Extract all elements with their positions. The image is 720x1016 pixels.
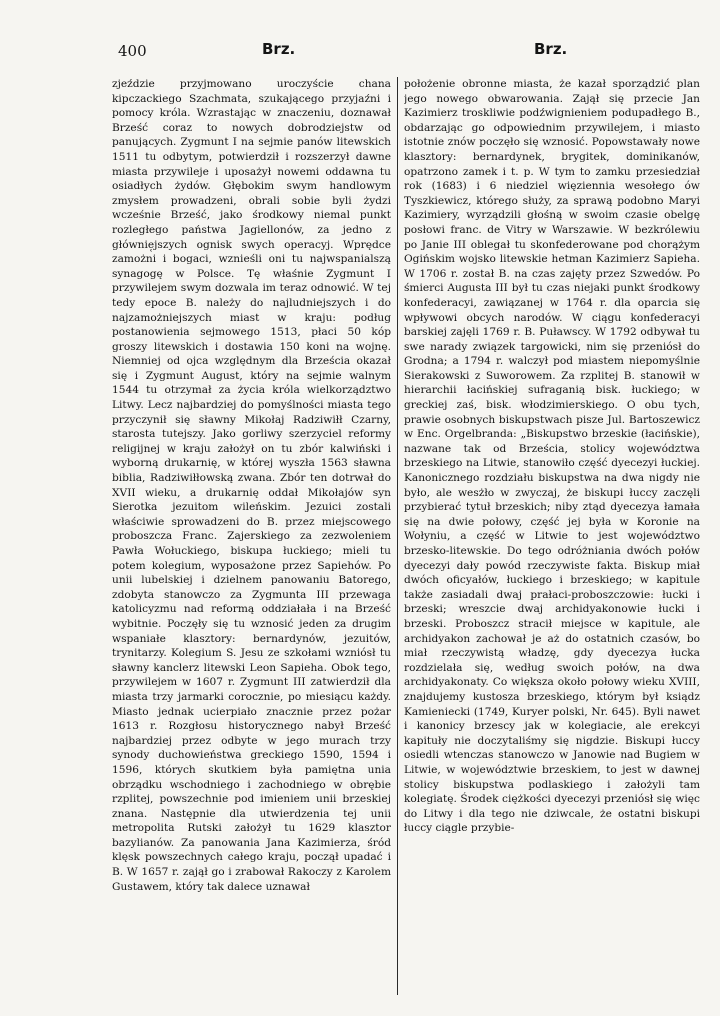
column-left-text: zjeździe przyjmowano uroczyście chana kipczackiego Szachmata, szukającego przyjaźni i pomocy króla. Wzrastając w znaczeniu, doznawał Brześć coraz to nowych dobrodziejstw od panujących. Zygmunt I na sejmie panów litewskich 1511 tu odbytym, potwierdził i rozszerzył dawne miasta przywileje i uposażył nowemi oddawna tu osiadłych żydów. Głębokim swym handlowym zmysłem prowadzeni, obrali sobie byli żydzi wcześnie Brześć, jako środkowy niemal punkt rozległego państwa Jagiellonów, za jedno z głównie̜jszych ognisk swych operacyj. Wprędce zamożni i bogaci, wznieśli oni tu najwspanialszą synagogę w Polsce. Tę właśnie Zygmunt I przywilejem swym dozwala im teraz odnowić. W tej tedy epoce B. należy do najludniejszych i do najzamożniejszych miast w kraju: podług postanowienia sejmowego 1513, płaci 50 kóp groszy litewskich i dostawia 150 koni na wojnę. Niemniej od ojca względnym dla Brześcia okazał się i Zygmunt August, który na sejmie walnym 1544 tu otrzymał za życia króla wielkorządztwo Litwy. Lecz najbardziej do pomyślności miasta tego przyczynił się sławny Mikołaj Radziwiłł Czarny, starosta tutejszy. Jako gorliwy szerzyciel reformy religijnej w kraju założył on tu zbór kalwiński i wyborną drukarnię, w której wyszła 1563 sławna biblia, Radziwiłłowską zwana. Zbór ten dotrwał do XVII wieku, a drukarnię oddał Mikołajów syn Sierotka jezuitom wileńskim. Jezuici zostali właściwie sprowadzeni do B. przez miejscowego proboszcza Franc. Zajerskiego za zezwoleniem Pawła Wołuckiego, biskupa łuckiego; mieli tu potem kolegium, wyposażone przez Sapiehów. Po unii lubelskiej i dzielnem panowaniu Batorego, zdobyta stanowczo za Zygmunta III przewaga katolicyzmu nad reformą oddziałała i na Brześć wybitnie. Poczęły się tu wznosić jeden za drugim wspaniałe klasztory: bernardynów, jezuitów, trynitarzy. Kolegium S. Jesu ze szkołami wzniósł tu sławny kanclerz litewski Leon Sapieha. Obok tego, przywilejem w 1607 r. Zygmunt III zatwierdził dla miasta trzy jarmarki corocznie, po miesiącu każdy. Miasto jednak ucierpiało znacznie przez pożar 1613 r. Rozgłosu historycznego nabył Brześć najbardziej przez odbyte w jego murach trzy synody duchowieństwa greckiego 1590, 1594 i 1596, których skutkiem była pamiętna unia obrządku wschodniego i zachodniego w obrębie rzplitej, powszechnie pod imieniem unii brzeskiej znana. Następnie dla utwierdzenia tej unii metropolita Rutski założył tu 1629 klasztor bazylianów. Za panowania Jana Kazimierza, śród klęsk powszechnych całego kraju, począł upadać i B. W 1657 r. zajął go i zrabował Rakoczy z Karolem Gustawem, który tak dalece uznawał [112,78,391,893]
running-head-left: Brz. [262,40,296,58]
page-number: 400 [118,42,147,60]
page-header [0,40,720,64]
running-head-right: Brz. [534,40,568,58]
column-divider [397,77,398,995]
column-right-text: położenie obronne miasta, że kazał sporządzić plan jego nowego obwarowania. Zajął się przecie Jan Kazimierz troskliwie podźwignieniem podupadłego B., obdarzając go odpowiednim przywilejem, i miasto istotnie znów poczęło się wznosić. Popowstawały nowe klasztory: bernardynek, brygitek, dominikanów, opatrzono zamek i t. p. W tym to zamku przesiedział rok (1683) i 6 niedziel więziennia wesołego ów Tyszkiewicz, którego służy, za sprawą podobno Maryi Kazimiery, wyrządzili głośną w swoim czasie obelgę posłowi franc. de Vitry w Warszawie. W bezkrólewiu po Janie III oblegał tu skonfederowane pod chorążym Ogińskim wojsko litewskie hetman Kazimierz Sapieha. W 1706 r. został B. na czas zajęty przez Szwedów. Po śmierci Augusta III był tu czas niejaki punkt środkowy konfederacyi, zawiązanej w 1764 r. dla oparcia się wpływowi obcych narodów. W ciągu konfederacyi barskiej zajęli 1769 r. B. Puławscy. W 1792 odbywał tu swe narady związek targowicki, nim się przeniósł do Grodna; a 1794 r. walczył pod miastem niepomyślnie Sierakowski z Suworowem. Za rzplitej B. stanowił w hierarchii łacińskiej sufraganią bisk. łuckiego; w greckiej zaś, bisk. włodzimierskiego. O obu tych, prawie osobnych biskupstwach pisze Jul. Bartoszewicz w Enc. Orgelbranda: „Biskupstwo brzeskie (łacińskie), nazwane tak od Brześcia, stolicy województwa brzeskiego na Litwie, stanowiło część dyecezyi łuckiej. Kanonicznego rozdziału biskupstwa na dwa nigdy nie było, ale wesżło w zwyczaj, że biskupi łuccy zaczęli przybierać tytuł brzeskich; niby ztąd dyecezya łamała się na dwie połowy, część jej była w Koronie na Wołyniu, a część w Litwie to jest województwo brzesko-litewskie. Do tego odróżniania dwóch połów dyecezyi dały powód rzeczywiste fakta. Biskup miał dwóch oficyałów, łuckiego i brzeskiego; w kapitule także zasiadali dwaj prałaci-proboszczowie: łucki i brzeski; wreszcie dwaj archidyakonowie łucki i brzeski. Proboszcz stracił miejsce w kapitule, ale archidyakon zachował je aż do ostatnich czasów, bo miał rzeczywistą władzę, gdy dyecezya łucka rozdzielała się, według swoich połów, na dwa archidyakonaty. Co większa około połowy wieku XVIII, znajdujemy kustosza brzeskiego, którym był ksiądz Kamieniecki (1749, Kuryer polski, Nr. 645). Byli nawet i kanonicy brzescy jak w kolegiacie, ale erekcyi kapituły nie doczytaliśmy się nigdzie. Biskupi łuccy osiedli wtenczas stanowczo w Janowie nad Bugiem w Litwie, w województwie brzeskiem, to jest w dawnej stolicy biskupstwa podlaskiego i założyli tam kolegiatę. Środek ciężkości dyecezyi przeniósł się więc do Litwy i dla tego nie dziwcale, że ostatni biskupi łuccy ciągle przybie- [404,78,700,835]
text-column-right [404,77,700,995]
text-column-left [112,77,391,995]
